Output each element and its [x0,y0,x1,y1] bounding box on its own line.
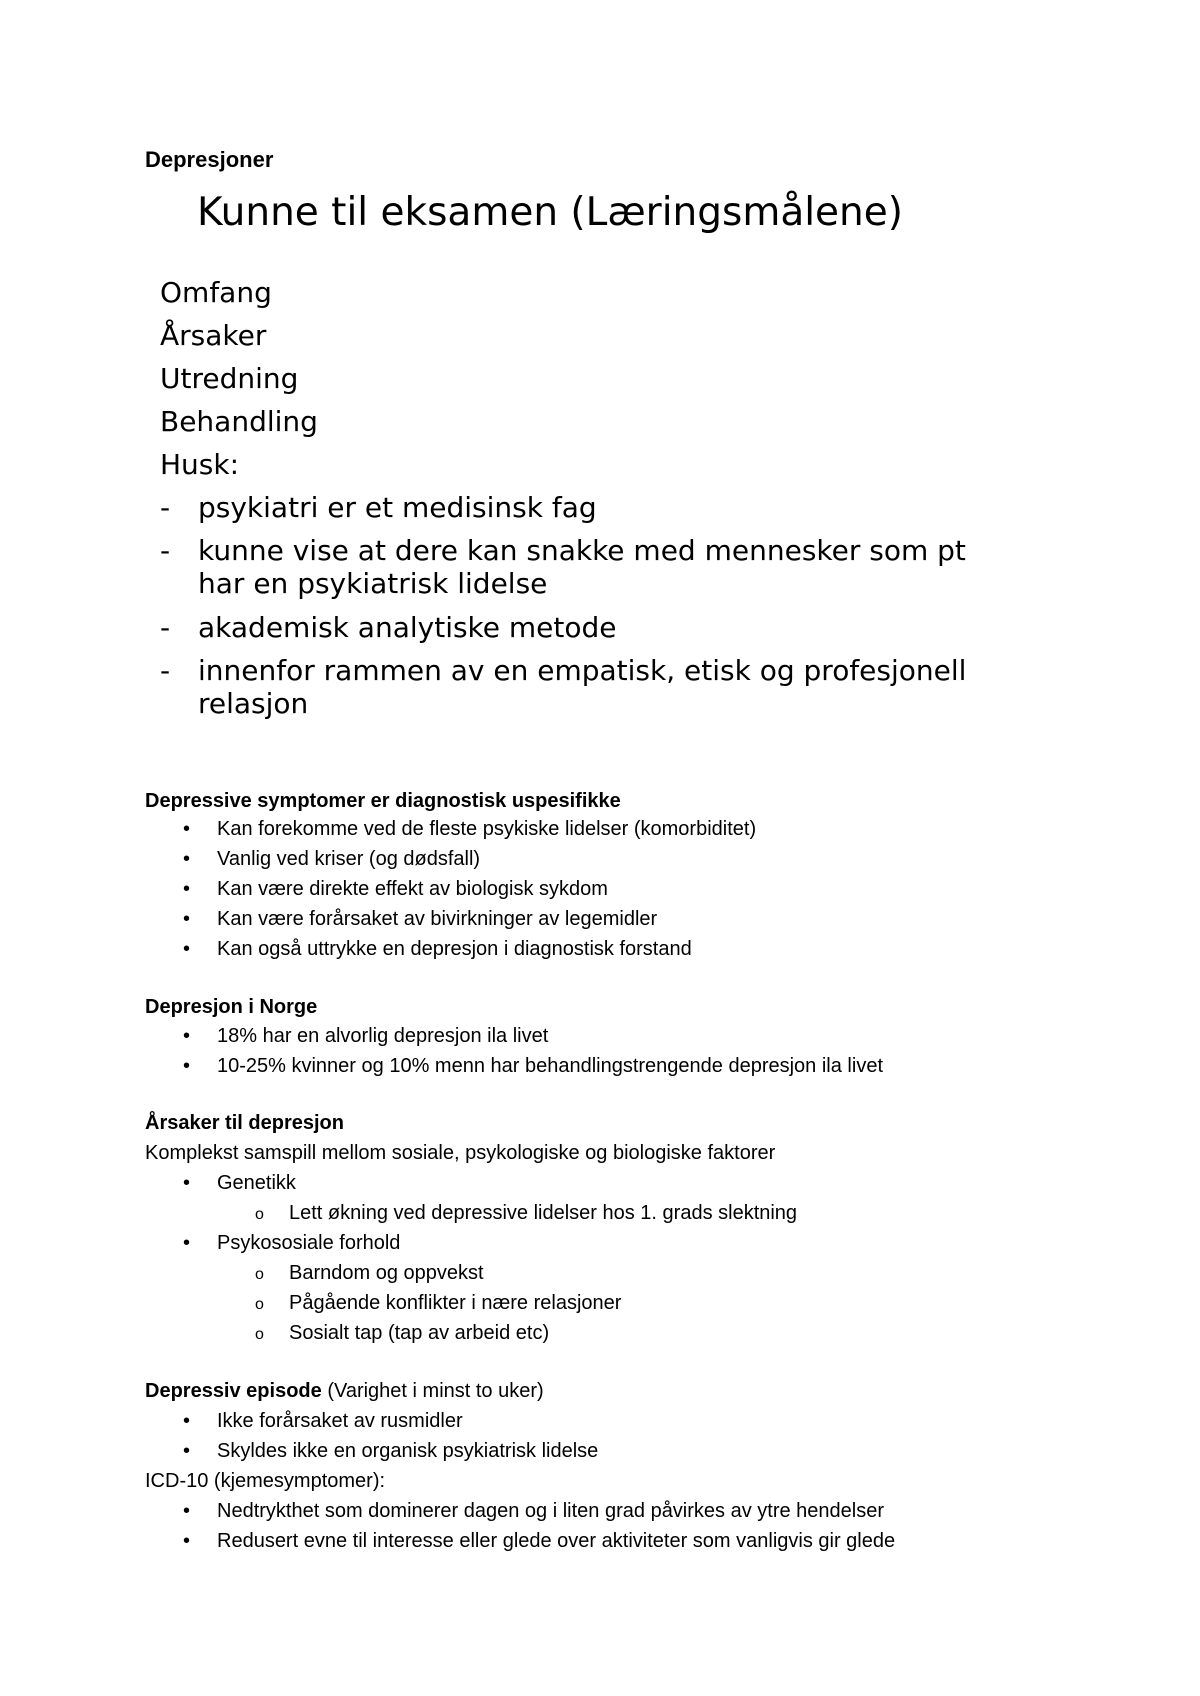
list-item-text: Kan være direkte effekt av biologisk sykdom [217,878,608,900]
section-heading-causes: Årsaker til depresjon [145,1112,344,1134]
slide-item-behandling: Behandling [160,405,318,438]
slide-bullet-text: psykiatri er et medisinsk fag [198,491,597,524]
icd-label: ICD-10 (kjemesymptomer): [145,1470,386,1492]
slide-bullet-4 [160,654,966,720]
bullet-marker: • [183,1500,191,1522]
list-item-text: Psykososiale forhold [217,1232,401,1254]
list-item-text: Ikke forårsaket av rusmidler [217,1410,463,1432]
sub-list-item [255,1262,484,1285]
bullet-marker: • [183,1530,191,1552]
dash-marker: - [160,654,171,687]
list-item [183,1530,895,1553]
slide-bullet-text: akademisk analytiske metode [198,611,617,644]
list-item-text: Vanlig ved kriser (og dødsfall) [217,848,481,870]
sub-list-item [255,1292,621,1315]
list-item [183,1410,463,1433]
episode-duration-note: (Varighet i minst to uker) [327,1380,544,1402]
slide-bullet-1 [160,491,597,524]
slide-item-omfang: Omfang [160,276,272,309]
list-item-text: Kan forekomme ved de fleste psykiske lidelser (komorbiditet) [217,818,757,840]
list-item-text: Nedtrykthet som dominerer dagen og i liten grad påvirkes av ytre hendelser [217,1500,885,1522]
list-item [183,1055,883,1078]
slide-item-husk: Husk: [160,448,240,481]
list-item-text: Kan også uttrykke en depresjon i diagnostisk forstand [217,938,692,960]
bullet-marker: • [183,878,191,900]
sub-list-item-text: Barndom og oppvekst [289,1262,484,1284]
slide-heading: Kunne til eksamen (Læringsmålene) [197,190,903,235]
list-item [183,1025,548,1048]
list-item-text: 18% har en alvorlig depresjon ila livet [217,1025,549,1047]
section-heading-episode-line [145,1380,544,1403]
slide-bullet-text: innenfor rammen av en empatisk, etisk og profesjonell [198,654,967,687]
sub-list-item-text: Lett økning ved depressive lidelser hos 1. grads slektning [289,1202,798,1224]
list-item [183,818,756,841]
list-item [183,1172,296,1195]
circle-bullet-marker: o [255,1266,264,1283]
list-item-text: Genetikk [217,1172,296,1194]
list-item [183,878,608,901]
list-item [183,1232,400,1255]
bullet-marker: • [183,1410,191,1432]
circle-bullet-marker: o [255,1296,264,1313]
bullet-marker: • [183,818,191,840]
slide-item-arsaker: Årsaker [160,319,267,352]
causes-intro: Komplekst samspill mellom sosiale, psykologiske og biologiske faktorer [145,1142,776,1164]
bullet-marker: • [183,1232,191,1254]
list-item [183,1440,598,1463]
sub-list-item-text: Pågående konflikter i nære relasjoner [289,1292,622,1314]
bullet-marker: • [183,1055,191,1077]
list-item-text: Skyldes ikke en organisk psykiatrisk lidelse [217,1440,599,1462]
slide-bullet-2 [160,534,966,600]
section-heading-episode: Depressiv episode [145,1380,322,1402]
learning-goals-slide [160,190,1040,750]
dash-marker: - [160,491,171,524]
sub-list-item [255,1322,549,1345]
list-item-text: Redusert evne til interesse eller glede over aktiviteter som vanligvis gir glede [217,1530,896,1552]
bullet-marker: • [183,848,191,870]
bullet-marker: • [183,1440,191,1462]
sub-list-item [255,1202,797,1225]
list-item [183,848,480,871]
list-item [183,938,692,961]
slide-bullet-text: kunne vise at dere kan snakke med mennesker som pt [198,534,966,567]
section-heading-norway: Depresjon i Norge [145,996,318,1018]
bullet-marker: • [183,1025,191,1047]
dash-marker: - [160,534,171,567]
list-item-text: 10-25% kvinner og 10% menn har behandlingstrengende depresjon ila livet [217,1055,883,1077]
slide-item-utredning: Utredning [160,362,299,395]
circle-bullet-marker: o [255,1326,264,1343]
list-item-text: Kan være forårsaket av bivirkninger av legemidler [217,908,658,930]
slide-bullet-3 [160,611,617,644]
bullet-marker: • [183,908,191,930]
slide-bullet-text-cont: har en psykiatrisk lidelse [198,567,548,600]
section-heading-symptoms: Depressive symptomer er diagnostisk uspesifikke [145,790,621,812]
slide-bullet-text-cont: relasjon [198,687,309,720]
sub-list-item-text: Sosialt tap (tap av arbeid etc) [289,1322,550,1344]
dash-marker: - [160,611,171,644]
list-item [183,908,657,931]
circle-bullet-marker: o [255,1206,264,1223]
bullet-marker: • [183,938,191,960]
document-title: Depresjoner [145,147,274,172]
bullet-marker: • [183,1172,191,1194]
list-item [183,1500,884,1523]
